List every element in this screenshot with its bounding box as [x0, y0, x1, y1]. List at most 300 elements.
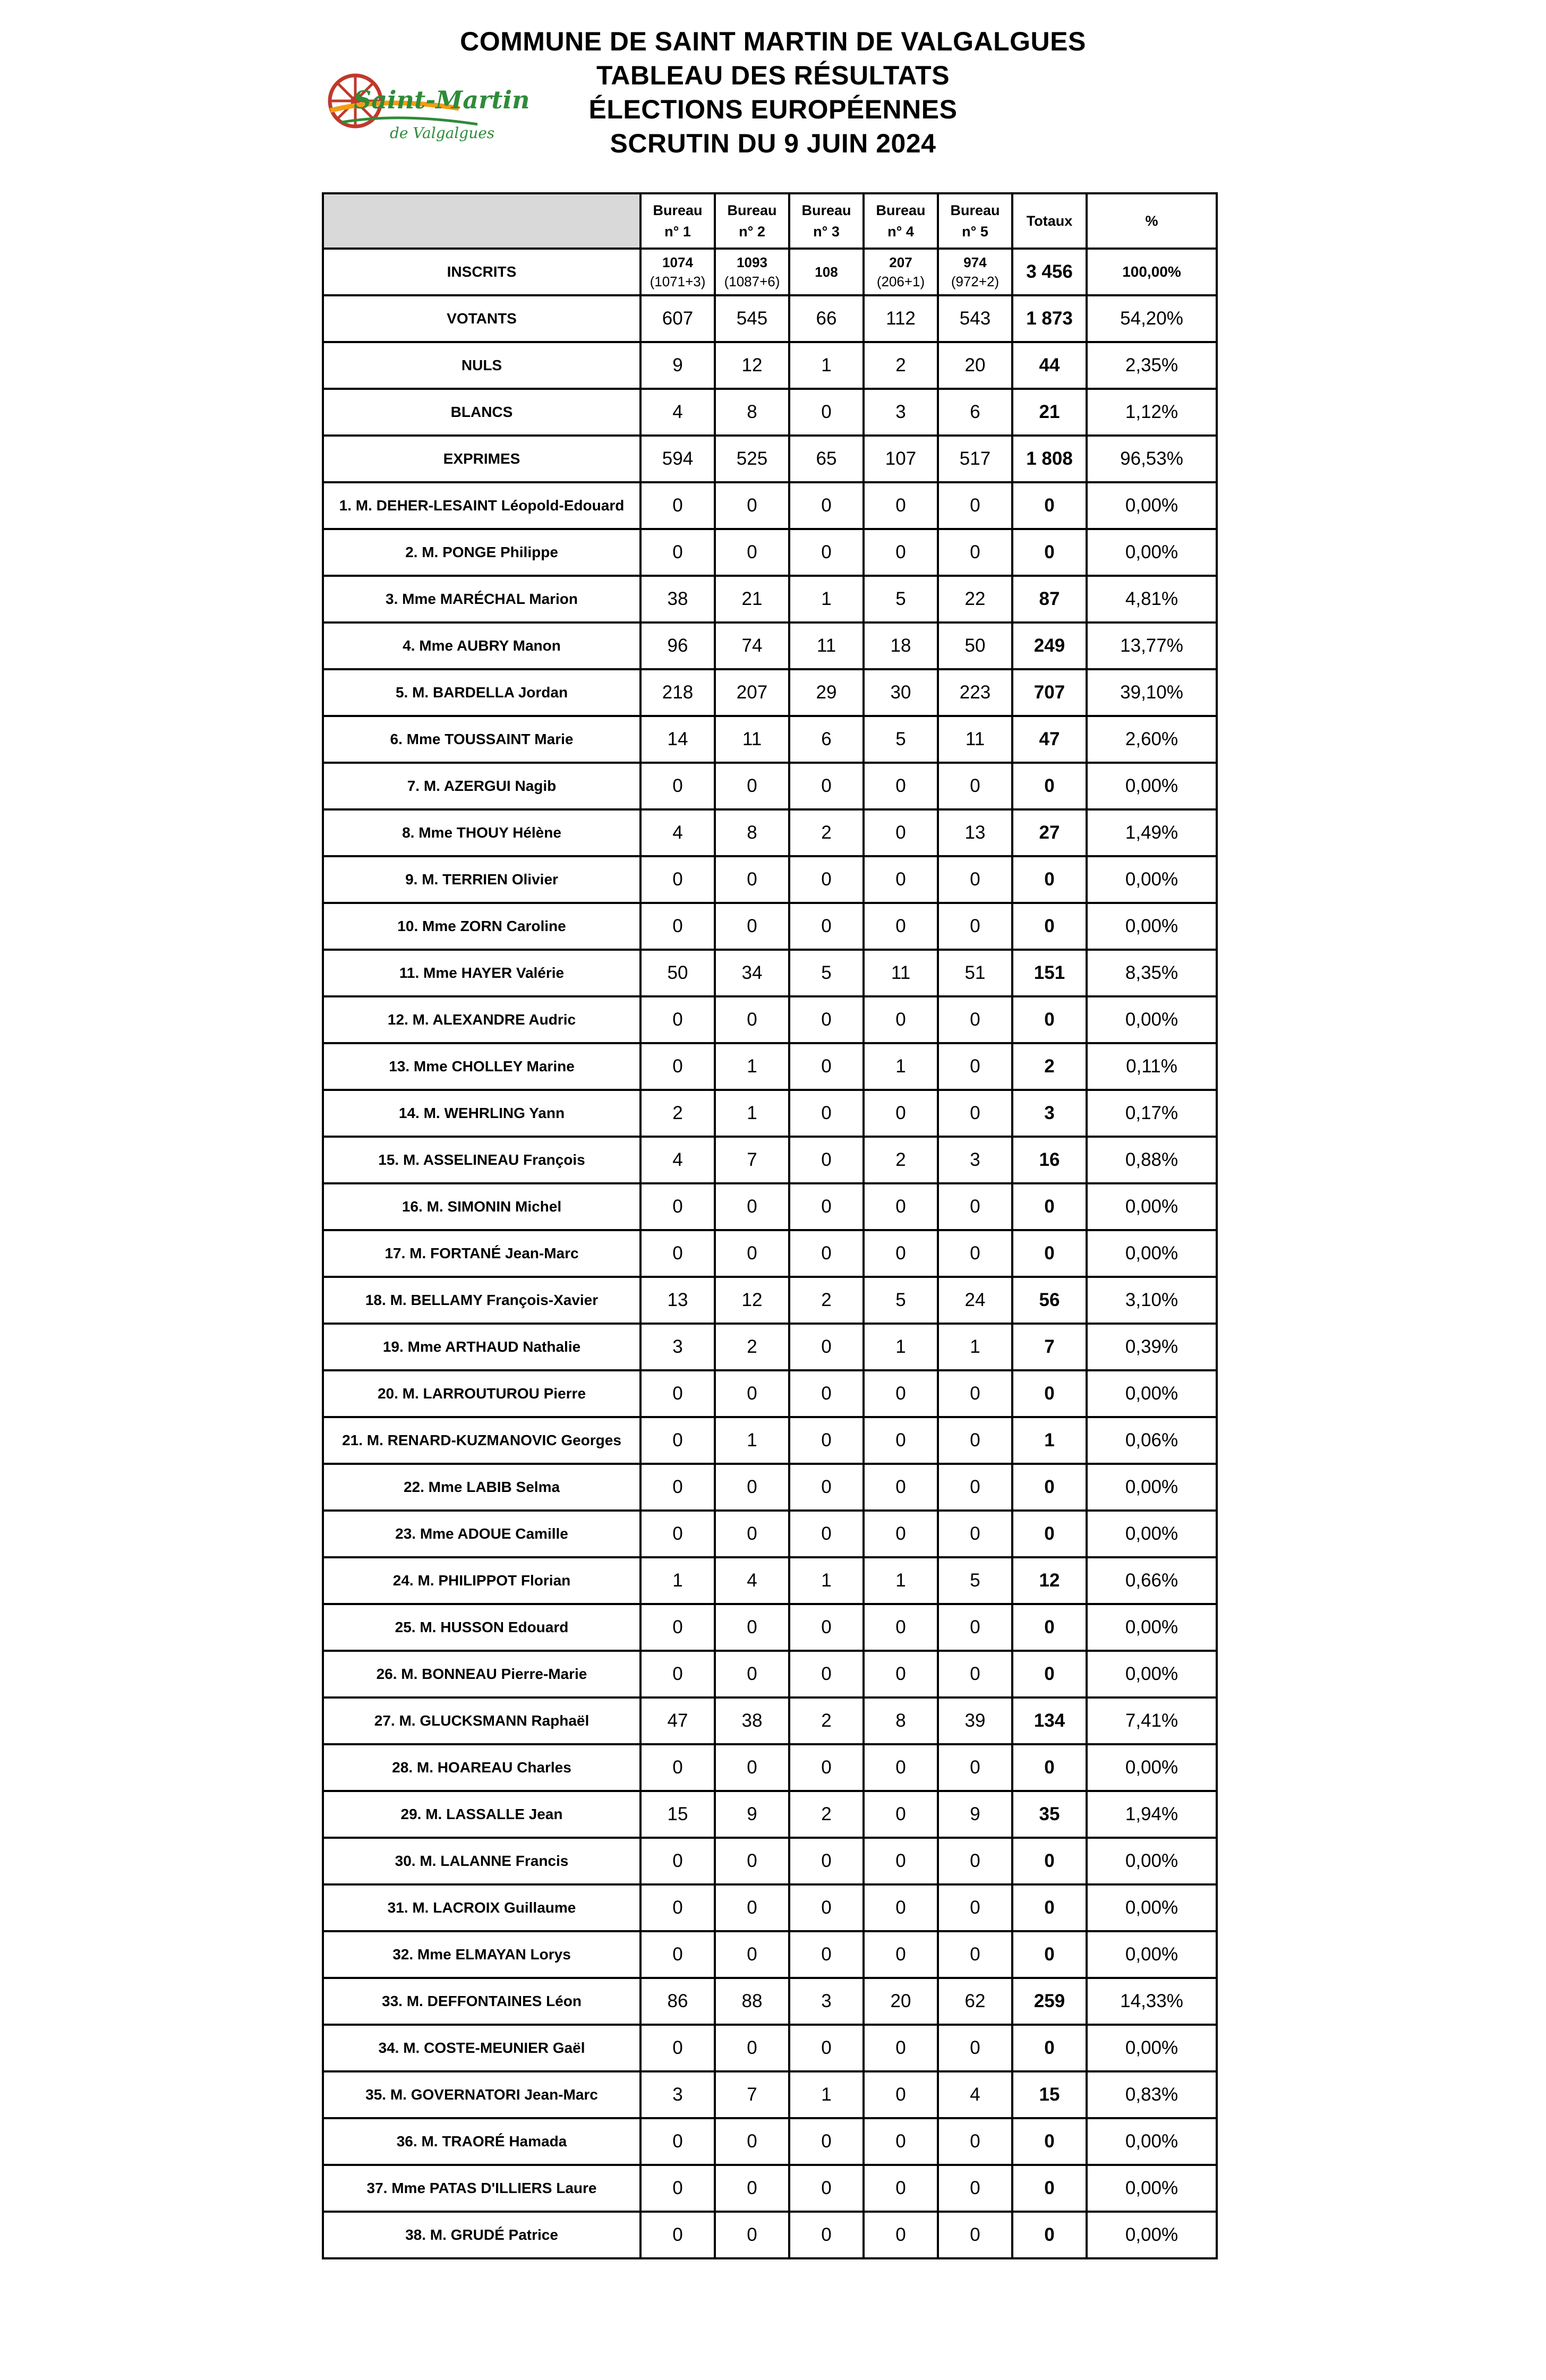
row-percent: 0,00%: [1087, 996, 1217, 1043]
row-bureau-4-value: 1: [864, 1043, 938, 1090]
table-row: [323, 1417, 1217, 1464]
row-bureau-1-value: 3: [640, 1324, 715, 1370]
row-bureau-3-value: 2: [789, 1791, 864, 1838]
row-bureau-5-value: 0: [938, 2212, 1012, 2258]
table-row: [323, 1604, 1217, 1651]
table-row: [323, 856, 1217, 903]
row-bureau-2-value: 0: [715, 1604, 789, 1651]
row-total: 0: [1012, 1183, 1087, 1230]
row-total: 47: [1012, 716, 1087, 763]
row-total: 0: [1012, 2165, 1087, 2212]
header-bureau-4: Bureau n° 4: [864, 193, 938, 249]
row-bureau-4-value: 0: [864, 482, 938, 529]
row-bureau-4-value: 2: [864, 342, 938, 389]
row-bureau-4-value: 0: [864, 809, 938, 856]
row-bureau-4-value: 0: [864, 1464, 938, 1511]
row-label: 28. M. HOAREAU Charles: [323, 1744, 640, 1791]
row-bureau-2-value: 0: [715, 1651, 789, 1697]
row-bureau-4-value: 0: [864, 1604, 938, 1651]
row-bureau-5-value: 24: [938, 1277, 1012, 1324]
inscrits-bureau-5: 974 (972+2): [938, 249, 1012, 295]
row-bureau-1-value: 0: [640, 1511, 715, 1557]
row-bureau-5-value: 0: [938, 1417, 1012, 1464]
row-label: NULS: [323, 342, 640, 389]
row-label: 29. M. LASSALLE Jean: [323, 1791, 640, 1838]
row-bureau-1-value: 3: [640, 2071, 715, 2118]
row-bureau-2-value: 0: [715, 1884, 789, 1931]
row-bureau-3-value: 0: [789, 1838, 864, 1884]
row-percent: 0,00%: [1087, 903, 1217, 950]
row-bureau-4-value: 0: [864, 1838, 938, 1884]
results-table: [322, 192, 1218, 2259]
table-row: [323, 436, 1217, 482]
row-bureau-4-value: 0: [864, 1090, 938, 1137]
row-bureau-1-value: 9: [640, 342, 715, 389]
row-bureau-5-value: 0: [938, 1651, 1012, 1697]
row-bureau-5-value: 0: [938, 1604, 1012, 1651]
row-percent: 0,00%: [1087, 1464, 1217, 1511]
row-total: 134: [1012, 1697, 1087, 1744]
row-label: 32. Mme ELMAYAN Lorys: [323, 1931, 640, 1978]
table-row: [323, 1697, 1217, 1744]
row-bureau-4-value: 2: [864, 1137, 938, 1183]
row-bureau-5-value: 0: [938, 763, 1012, 809]
row-bureau-3-value: 0: [789, 1417, 864, 1464]
row-bureau-2-value: 0: [715, 2212, 789, 2258]
row-bureau-3-value: 0: [789, 1183, 864, 1230]
row-bureau-1-value: 0: [640, 1043, 715, 1090]
row-bureau-5-value: 11: [938, 716, 1012, 763]
row-bureau-5-value: 0: [938, 529, 1012, 576]
row-bureau-3-value: 0: [789, 1090, 864, 1137]
row-total: 0: [1012, 529, 1087, 576]
row-bureau-2-value: 0: [715, 529, 789, 576]
row-bureau-2-value: 1: [715, 1043, 789, 1090]
row-total: 0: [1012, 1511, 1087, 1557]
row-bureau-2-value: 0: [715, 1931, 789, 1978]
table-row: [323, 1511, 1217, 1557]
row-bureau-5-value: 0: [938, 1931, 1012, 1978]
row-bureau-4-value: 0: [864, 2025, 938, 2071]
row-bureau-3-value: 0: [789, 1511, 864, 1557]
row-label: 20. M. LARROUTUROU Pierre: [323, 1370, 640, 1417]
row-bureau-4-value: 107: [864, 436, 938, 482]
row-percent: 3,10%: [1087, 1277, 1217, 1324]
row-bureau-2-value: 0: [715, 996, 789, 1043]
row-bureau-1-value: 0: [640, 1230, 715, 1277]
row-bureau-3-value: 2: [789, 809, 864, 856]
row-bureau-1-value: 0: [640, 2212, 715, 2258]
row-bureau-2-value: 0: [715, 2025, 789, 2071]
row-bureau-1-value: 0: [640, 529, 715, 576]
logo-text-main: Saint-Martin: [354, 86, 530, 114]
row-bureau-5-value: 0: [938, 2118, 1012, 2165]
row-bureau-5-value: 62: [938, 1978, 1012, 2025]
row-label: 16. M. SIMONIN Michel: [323, 1183, 640, 1230]
row-percent: 7,41%: [1087, 1697, 1217, 1744]
row-label: 27. M. GLUCKSMANN Raphaël: [323, 1697, 640, 1744]
row-bureau-2-value: 207: [715, 669, 789, 716]
inscrits-bureau-3: 108: [789, 249, 864, 295]
row-bureau-2-value: 7: [715, 2071, 789, 2118]
row-bureau-2-value: 0: [715, 1183, 789, 1230]
header-bureau-3: Bureau n° 3: [789, 193, 864, 249]
row-bureau-4-value: 0: [864, 2165, 938, 2212]
row-bureau-5-value: 0: [938, 2165, 1012, 2212]
row-label: 11. Mme HAYER Valérie: [323, 950, 640, 996]
row-bureau-4-value: 1: [864, 1324, 938, 1370]
table-row: [323, 1370, 1217, 1417]
row-bureau-5-value: 20: [938, 342, 1012, 389]
row-total: 3: [1012, 1090, 1087, 1137]
row-label: 4. Mme AUBRY Manon: [323, 622, 640, 669]
row-bureau-1-value: 0: [640, 1464, 715, 1511]
row-bureau-4-value: 0: [864, 1230, 938, 1277]
row-bureau-4-value: 30: [864, 669, 938, 716]
row-label: 1. M. DEHER-LESAINT Léopold-Edouard: [323, 482, 640, 529]
row-label: 38. M. GRUDÉ Patrice: [323, 2212, 640, 2258]
row-bureau-3-value: 3: [789, 1978, 864, 2025]
table-row: [323, 1090, 1217, 1137]
row-bureau-2-value: 545: [715, 295, 789, 342]
table-row: [323, 763, 1217, 809]
row-bureau-3-value: 2: [789, 1697, 864, 1744]
row-bureau-1-value: 0: [640, 903, 715, 950]
row-total: 44: [1012, 342, 1087, 389]
row-bureau-5-value: 0: [938, 482, 1012, 529]
row-bureau-5-value: 22: [938, 576, 1012, 622]
row-bureau-3-value: 1: [789, 2071, 864, 2118]
row-percent: 96,53%: [1087, 436, 1217, 482]
row-bureau-3-value: 11: [789, 622, 864, 669]
table-row: [323, 389, 1217, 436]
row-bureau-5-value: 0: [938, 1464, 1012, 1511]
row-percent: 13,77%: [1087, 622, 1217, 669]
row-percent: 8,35%: [1087, 950, 1217, 996]
row-bureau-1-value: 0: [640, 1931, 715, 1978]
table-row: [323, 1137, 1217, 1183]
row-bureau-3-value: 0: [789, 1324, 864, 1370]
row-label: 31. M. LACROIX Guillaume: [323, 1884, 640, 1931]
row-bureau-2-value: 0: [715, 482, 789, 529]
row-total: 259: [1012, 1978, 1087, 2025]
row-bureau-2-value: 12: [715, 1277, 789, 1324]
title-commune: COMMUNE DE SAINT MARTIN DE VALGALGUES: [460, 27, 1086, 56]
row-label: 17. M. FORTANÉ Jean-Marc: [323, 1230, 640, 1277]
row-label: VOTANTS: [323, 295, 640, 342]
row-bureau-5-value: 0: [938, 996, 1012, 1043]
row-bureau-1-value: 47: [640, 1697, 715, 1744]
row-label: 6. Mme TOUSSAINT Marie: [323, 716, 640, 763]
table-row: [323, 1324, 1217, 1370]
row-bureau-4-value: 3: [864, 389, 938, 436]
table-row: [323, 1043, 1217, 1090]
row-bureau-4-value: 0: [864, 763, 938, 809]
row-bureau-2-value: 8: [715, 809, 789, 856]
row-bureau-1-value: 15: [640, 1791, 715, 1838]
row-total: 35: [1012, 1791, 1087, 1838]
row-bureau-2-value: 34: [715, 950, 789, 996]
row-bureau-2-value: 2: [715, 1324, 789, 1370]
commune-logo: [326, 59, 530, 147]
row-total: 27: [1012, 809, 1087, 856]
row-total: 0: [1012, 903, 1087, 950]
row-bureau-4-value: 0: [864, 529, 938, 576]
row-bureau-3-value: 1: [789, 576, 864, 622]
row-bureau-5-value: 5: [938, 1557, 1012, 1604]
row-percent: 0,88%: [1087, 1137, 1217, 1183]
table-row: [323, 295, 1217, 342]
row-bureau-3-value: 1: [789, 1557, 864, 1604]
row-bureau-4-value: 1: [864, 1557, 938, 1604]
row-bureau-5-value: 0: [938, 1370, 1012, 1417]
row-label: 2. M. PONGE Philippe: [323, 529, 640, 576]
row-label: 9. M. TERRIEN Olivier: [323, 856, 640, 903]
row-bureau-2-value: 1: [715, 1090, 789, 1137]
row-bureau-1-value: 86: [640, 1978, 715, 2025]
row-bureau-2-value: 11: [715, 716, 789, 763]
title-scrutin: SCRUTIN DU 9 JUIN 2024: [610, 129, 936, 158]
row-percent: 0,39%: [1087, 1324, 1217, 1370]
row-label: 35. M. GOVERNATORI Jean-Marc: [323, 2071, 640, 2118]
row-bureau-1-value: 1: [640, 1557, 715, 1604]
row-percent: 0,17%: [1087, 1090, 1217, 1137]
row-bureau-5-value: 4: [938, 2071, 1012, 2118]
table-row: [323, 576, 1217, 622]
row-bureau-3-value: 0: [789, 2025, 864, 2071]
row-total: 0: [1012, 1464, 1087, 1511]
row-bureau-5-value: 517: [938, 436, 1012, 482]
table-row: [323, 2212, 1217, 2258]
row-bureau-3-value: 29: [789, 669, 864, 716]
row-percent: 0,00%: [1087, 1370, 1217, 1417]
title-elections: ÉLECTIONS EUROPÉENNES: [588, 95, 958, 124]
row-bureau-2-value: 1: [715, 1417, 789, 1464]
row-bureau-3-value: 0: [789, 482, 864, 529]
row-percent: 0,00%: [1087, 1230, 1217, 1277]
logo-text-sub: de Valgalgues: [390, 124, 495, 142]
row-bureau-2-value: 0: [715, 2118, 789, 2165]
row-label: 24. M. PHILIPPOT Florian: [323, 1557, 640, 1604]
row-bureau-1-value: 607: [640, 295, 715, 342]
row-bureau-4-value: 0: [864, 1370, 938, 1417]
row-label: BLANCS: [323, 389, 640, 436]
row-total: 249: [1012, 622, 1087, 669]
row-bureau-3-value: 5: [789, 950, 864, 996]
row-total: 0: [1012, 763, 1087, 809]
row-bureau-5-value: 0: [938, 1838, 1012, 1884]
row-bureau-3-value: 0: [789, 2165, 864, 2212]
row-total: 0: [1012, 1604, 1087, 1651]
row-label: 21. M. RENARD-KUZMANOVIC Georges: [323, 1417, 640, 1464]
row-label: 7. M. AZERGUI Nagib: [323, 763, 640, 809]
row-percent: 2,60%: [1087, 716, 1217, 763]
row-label: 12. M. ALEXANDRE Audric: [323, 996, 640, 1043]
row-label: 26. M. BONNEAU Pierre-Marie: [323, 1651, 640, 1697]
row-total: 87: [1012, 576, 1087, 622]
row-total: 0: [1012, 1931, 1087, 1978]
row-total: 21: [1012, 389, 1087, 436]
row-bureau-2-value: 0: [715, 856, 789, 903]
header-bureau-5: Bureau n° 5: [938, 193, 1012, 249]
row-bureau-1-value: 2: [640, 1090, 715, 1137]
row-bureau-3-value: 0: [789, 1651, 864, 1697]
row-bureau-3-value: 2: [789, 1277, 864, 1324]
row-bureau-1-value: 4: [640, 1137, 715, 1183]
row-total: 0: [1012, 2212, 1087, 2258]
row-percent: 0,00%: [1087, 482, 1217, 529]
row-bureau-3-value: 0: [789, 856, 864, 903]
row-bureau-2-value: 0: [715, 1511, 789, 1557]
row-bureau-3-value: 0: [789, 389, 864, 436]
row-bureau-1-value: 0: [640, 1744, 715, 1791]
row-label: 19. Mme ARTHAUD Nathalie: [323, 1324, 640, 1370]
row-bureau-1-value: 13: [640, 1277, 715, 1324]
row-bureau-3-value: 65: [789, 436, 864, 482]
row-total: 0: [1012, 1370, 1087, 1417]
row-bureau-3-value: 66: [789, 295, 864, 342]
table-row: [323, 996, 1217, 1043]
row-percent: 1,12%: [1087, 389, 1217, 436]
row-total: 1 873: [1012, 295, 1087, 342]
row-bureau-5-value: 9: [938, 1791, 1012, 1838]
row-bureau-2-value: 12: [715, 342, 789, 389]
row-bureau-4-value: 0: [864, 1183, 938, 1230]
inscrits-bureau-1: 1074 (1071+3): [640, 249, 715, 295]
row-bureau-5-value: 50: [938, 622, 1012, 669]
row-bureau-3-value: 0: [789, 1884, 864, 1931]
row-bureau-1-value: 38: [640, 576, 715, 622]
row-percent: 0,66%: [1087, 1557, 1217, 1604]
row-percent: 39,10%: [1087, 669, 1217, 716]
table-row: [323, 903, 1217, 950]
table-row: [323, 482, 1217, 529]
row-bureau-3-value: 0: [789, 1744, 864, 1791]
row-bureau-2-value: 88: [715, 1978, 789, 2025]
row-bureau-4-value: 8: [864, 1697, 938, 1744]
row-total: 16: [1012, 1137, 1087, 1183]
row-percent: 0,00%: [1087, 1838, 1217, 1884]
row-total: 15: [1012, 2071, 1087, 2118]
table-header-row: [323, 193, 1217, 249]
header-bureau-1: Bureau n° 1: [640, 193, 715, 249]
title-tableau: TABLEAU DES RÉSULTATS: [596, 61, 950, 90]
row-bureau-3-value: 0: [789, 1043, 864, 1090]
inscrits-total: 3 456: [1012, 249, 1087, 295]
row-total: 56: [1012, 1277, 1087, 1324]
row-bureau-2-value: 0: [715, 1744, 789, 1791]
row-bureau-4-value: 0: [864, 2071, 938, 2118]
row-label: 30. M. LALANNE Francis: [323, 1838, 640, 1884]
row-bureau-3-value: 0: [789, 903, 864, 950]
row-total: 0: [1012, 2025, 1087, 2071]
table-row: [323, 716, 1217, 763]
row-bureau-4-value: 18: [864, 622, 938, 669]
row-bureau-5-value: 0: [938, 903, 1012, 950]
row-bureau-5-value: 1: [938, 1324, 1012, 1370]
row-percent: 54,20%: [1087, 295, 1217, 342]
inscrits-label: INSCRITS: [323, 249, 640, 295]
table-row: [323, 2118, 1217, 2165]
row-bureau-3-value: 0: [789, 529, 864, 576]
table-row: [323, 1464, 1217, 1511]
row-bureau-4-value: 0: [864, 2118, 938, 2165]
row-bureau-2-value: 7: [715, 1137, 789, 1183]
table-row: [323, 809, 1217, 856]
row-bureau-1-value: 0: [640, 1651, 715, 1697]
row-bureau-3-value: 0: [789, 2212, 864, 2258]
row-total: 0: [1012, 1230, 1087, 1277]
row-total: 7: [1012, 1324, 1087, 1370]
row-bureau-5-value: 39: [938, 1697, 1012, 1744]
row-total: 0: [1012, 1884, 1087, 1931]
table-row: [323, 1183, 1217, 1230]
document-title: [0, 24, 1546, 160]
row-percent: 0,11%: [1087, 1043, 1217, 1090]
row-label: 23. Mme ADOUE Camille: [323, 1511, 640, 1557]
row-bureau-1-value: 4: [640, 809, 715, 856]
row-bureau-3-value: 0: [789, 1931, 864, 1978]
row-label: 14. M. WEHRLING Yann: [323, 1090, 640, 1137]
row-percent: 0,00%: [1087, 1651, 1217, 1697]
row-bureau-4-value: 5: [864, 1277, 938, 1324]
row-bureau-4-value: 5: [864, 716, 938, 763]
inscrits-row: [323, 249, 1217, 295]
row-bureau-4-value: 0: [864, 1511, 938, 1557]
row-label: 37. Mme PATAS D'ILLIERS Laure: [323, 2165, 640, 2212]
row-bureau-2-value: 0: [715, 763, 789, 809]
row-label: 3. Mme MARÉCHAL Marion: [323, 576, 640, 622]
row-bureau-1-value: 0: [640, 1604, 715, 1651]
row-percent: 0,00%: [1087, 2212, 1217, 2258]
row-bureau-2-value: 0: [715, 2165, 789, 2212]
row-bureau-1-value: 0: [640, 2025, 715, 2071]
row-bureau-2-value: 0: [715, 1838, 789, 1884]
row-bureau-3-value: 1: [789, 342, 864, 389]
row-bureau-1-value: 4: [640, 389, 715, 436]
row-percent: 0,00%: [1087, 2165, 1217, 2212]
row-bureau-1-value: 0: [640, 1884, 715, 1931]
table-row: [323, 1884, 1217, 1931]
row-total: 0: [1012, 482, 1087, 529]
row-bureau-5-value: 0: [938, 1884, 1012, 1931]
row-percent: 1,49%: [1087, 809, 1217, 856]
table-row: [323, 950, 1217, 996]
row-bureau-2-value: 8: [715, 389, 789, 436]
table-row: [323, 2165, 1217, 2212]
row-bureau-1-value: 0: [640, 1370, 715, 1417]
row-label: 8. Mme THOUY Hélène: [323, 809, 640, 856]
row-bureau-1-value: 0: [640, 996, 715, 1043]
row-percent: 0,00%: [1087, 1511, 1217, 1557]
row-bureau-2-value: 4: [715, 1557, 789, 1604]
row-bureau-2-value: 525: [715, 436, 789, 482]
row-bureau-3-value: 0: [789, 763, 864, 809]
row-percent: 2,35%: [1087, 342, 1217, 389]
row-bureau-4-value: 0: [864, 1791, 938, 1838]
row-bureau-2-value: 0: [715, 1370, 789, 1417]
row-percent: 0,00%: [1087, 763, 1217, 809]
row-bureau-2-value: 9: [715, 1791, 789, 1838]
row-total: 707: [1012, 669, 1087, 716]
table-row: [323, 1791, 1217, 1838]
row-bureau-4-value: 0: [864, 903, 938, 950]
table-row: [323, 1651, 1217, 1697]
row-bureau-5-value: 0: [938, 1230, 1012, 1277]
row-label: 22. Mme LABIB Selma: [323, 1464, 640, 1511]
row-bureau-5-value: 0: [938, 1183, 1012, 1230]
row-percent: 0,00%: [1087, 1183, 1217, 1230]
